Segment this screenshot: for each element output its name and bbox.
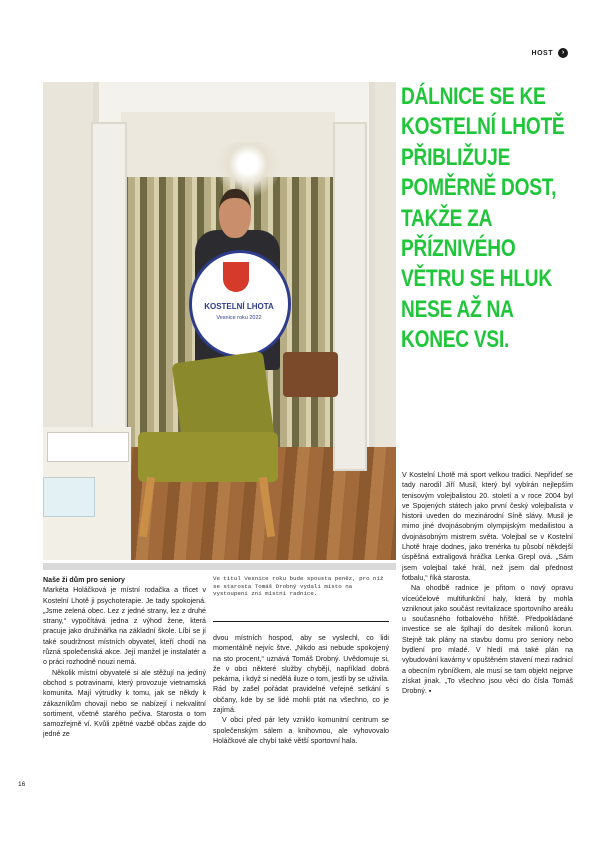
photo-door-right: [333, 122, 367, 471]
paragraph: V Kostelní Lhotě má sport velkou tradici. Nepřídeť se tady narodil Jiří Musil, který byl vybírán nejlepším tenisovým volejbalistou 20. století a v roce 2004 byl ve Spojených státech jako první český volejbalista v historii uveden do mezinárodní Síně slávy. Musil je mimo jiné dvojnásobným olympijským medailistou a dvojnásobným mistrem světa. Volejbal se v Kostelní Lhotě hraje dodnes, jako trenérka tu působí někdejší úspěšná extraligová hráčka Lenka Grepl ová. „Sám jsem volejbal také hrál, než jsem dal přednost fotbalu,“ říká starosta.: [402, 471, 573, 582]
paragraph: Markéta Holáčková je místní rodačka a třicet v Kostelní Lhotě ji psychoterapie. Je tady spokojená. „Jsme zelená obec. Lez z jedné strany, lez z druhé strany,“ vypočítává jedna z výhod žene, která pracuje jako družinářka na základní škole. Líbí se jí také soudržnost místních obyvatel, kteří chodí na různá společenská akce. Její manžel je instalatér a o práci rozhodně nouzi nemá.: [43, 586, 206, 667]
paragraph: V obci před pár lety vzniklo komunitní centrum se společenským sálem a knihovnou, ale vyhovovalo Holáčkové ale chybí také větší sportovní hala.: [213, 716, 389, 745]
photo-newspaper: [43, 477, 95, 517]
photo-chair-seat: [138, 432, 278, 482]
paragraph: dvou místních hospod, aby se vyslechl, co lidi momentálně nejvíc štve. „Nikdo asi nebude spokojený na sto procent,“ uznává Tomáš Drobný. Uvědomuje si, že v obci některé služby chybějí, například dobrá pekárna, i když si nedělá iluze o tom, jestli by se uživila. Rád by zašel pořádat pravidelné veřejné setkání s občany, kde by se lidé mohli ptát na všechno, co je zajímá.: [213, 634, 389, 715]
divider: [213, 621, 389, 622]
pull-quote: Ve titul Vesnice roku bude spousta peněz, pro niž se starosta Tomáš Drobný vydali místo na vystoupení zní místní radnice.: [213, 575, 384, 598]
section-label: HOST: [531, 49, 553, 57]
photo-caption-bar: [43, 563, 396, 570]
feature-photo: [43, 82, 396, 560]
photo-sign-name: KOSTELNÍ LHOTA: [204, 302, 274, 311]
headline: DÁLNICE SE KE KOSTELNÍ LHOTĚ PŘIBLIŽUJE POMĚRNĚ DOST, TAKŽE ZA PŘÍZNIVÉHO VĚTRU SE HLUK NESE AŽ NA KONEC VSI.: [401, 83, 565, 354]
photo-sign-year: Vesnice roku 2022: [216, 315, 262, 321]
paragraph: Na ohodbě radnice je přitom o nový opravu víceúčelové multifunkční haly, která by mohla vzniknout jako součást revitalizace sportovního areálu u současného fotbalového hřiště. Předpokládané investice se ale šplhají do desítek milionů korun. Stejně tak plány na stavbu domu pro seniory nebo bydlení pro mladé. V hledí má také plán na vybudování kavárny v opuštěném stavení mezi radnicí a obecním rybníčkem, ale musí se tam objekt nejprve získat jinak. „To všechno jsou věci do čísla Tomáš Drobný. ▪: [402, 584, 573, 696]
photo-wooden-chairs: [283, 352, 338, 397]
body-column-left: [43, 575, 206, 740]
photo-door-left: [91, 122, 127, 471]
page-number: 16: [18, 781, 26, 788]
photo-newspaper: [47, 432, 129, 462]
lead-in: Naše ži dům pro seniory: [43, 576, 125, 584]
paragraph: Několik místní obyvatelé si ale stěžují na jediný obchod s potravinami, který provozuje vietnamská komunita. Mají výtrudky k tomu, jak se někdy k zákazníkům chovají nebo se nabízejí i nekvalitní sortiment, včetně starého pečiva. Starosta o tom samozřejmě ví. Kvůli zpětné vazbě občas zajde do jedné ze: [43, 668, 206, 739]
body-column-middle: [213, 633, 389, 746]
photo-coat-of-arms: [223, 262, 249, 292]
arrow-right-icon: ›: [558, 48, 568, 58]
photo-person-head: [219, 189, 251, 238]
body-column-right: [402, 470, 573, 697]
photo-chandelier: [213, 142, 283, 197]
page-header: [532, 48, 568, 58]
